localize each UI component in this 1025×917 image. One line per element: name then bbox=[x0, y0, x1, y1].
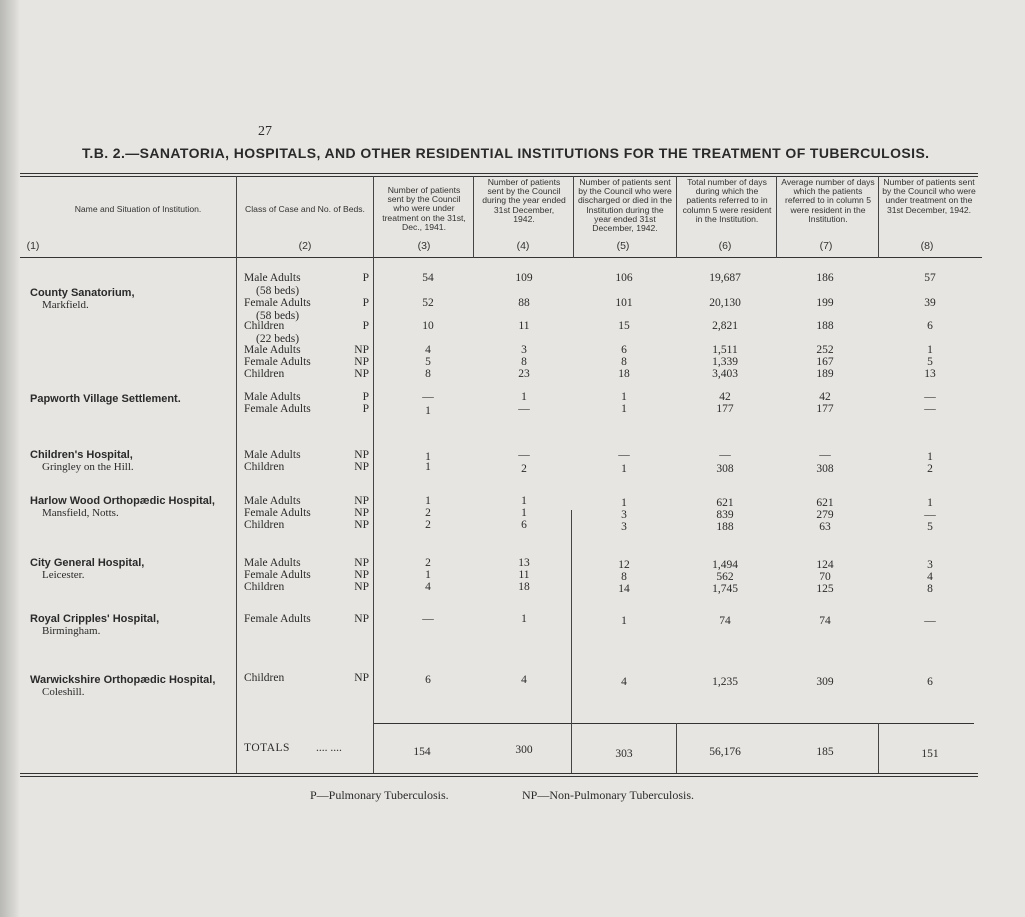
col-header-5: Number of patients sent by the Council who were discharged or died in the Institution during the year ended 31st December, 1942. bbox=[577, 177, 673, 234]
cell-c7: 70 bbox=[819, 571, 831, 583]
table-title: T.B. 2.—SANATORIA, HOSPITALS, AND OTHER RESIDENTIAL INSTITUTIONS FOR THE TREATMENT OF TUBERCULOSIS. bbox=[82, 145, 930, 161]
cell-c8: 5 bbox=[927, 521, 933, 533]
row-class: Male Adults bbox=[244, 344, 301, 356]
cell-c6: 1,235 bbox=[712, 676, 738, 688]
row-type: P bbox=[362, 272, 369, 284]
top-rule bbox=[20, 173, 978, 174]
cell-c7: 186 bbox=[816, 272, 834, 284]
row-class: Children bbox=[244, 672, 285, 684]
cell-c5: 4 bbox=[621, 676, 627, 688]
cell-c3: 4 bbox=[425, 581, 431, 593]
row-class: Children bbox=[244, 368, 285, 380]
institution-warwickshire bbox=[30, 674, 215, 698]
cell-c5: 1 bbox=[621, 403, 627, 415]
cell-c8: 6 bbox=[927, 676, 933, 688]
row-class: Male Adults bbox=[244, 495, 301, 507]
cell-c6: 19,687 bbox=[709, 272, 741, 284]
col-divider-7b bbox=[878, 723, 879, 773]
row-type: NP bbox=[354, 495, 369, 507]
col-number-7: (7) bbox=[819, 240, 833, 252]
cell-c7: 279 bbox=[816, 509, 834, 521]
cell-c7: 167 bbox=[816, 356, 834, 368]
totals-rule bbox=[374, 723, 974, 724]
institution-papworth bbox=[30, 393, 181, 405]
cell-c5: 3 bbox=[621, 509, 627, 521]
cell-c6: 188 bbox=[716, 521, 734, 533]
cell-c5: 12 bbox=[618, 559, 630, 571]
cell-c8: — bbox=[924, 403, 936, 415]
row-type: NP bbox=[354, 613, 369, 625]
footnote-non-pulmonary: NP—Non-Pulmonary Tuberculosis. bbox=[522, 788, 695, 802]
cell-c4: 1 bbox=[521, 507, 527, 519]
cell-c3: 2 bbox=[425, 507, 431, 519]
cell-c7: 188 bbox=[816, 320, 834, 332]
col-number-2: (2) bbox=[298, 240, 312, 252]
row-type: NP bbox=[354, 507, 369, 519]
institution-location: Markfield. bbox=[42, 299, 89, 311]
cell-c3: 52 bbox=[422, 297, 434, 309]
row-class: Female Adults bbox=[244, 613, 311, 625]
col-header-7: Average number of days which the patients referred to in column 5 were resident in the Institution. bbox=[781, 177, 875, 224]
row-class: Female Adults bbox=[244, 403, 311, 415]
cell-c5: 1 bbox=[621, 391, 627, 403]
cell-c6: 308 bbox=[716, 463, 734, 475]
institution-location: Gringley on the Hill. bbox=[42, 461, 134, 473]
institution-name: City General Hospital, bbox=[30, 557, 145, 569]
institution-name: Royal Cripples' Hospital, bbox=[30, 613, 160, 625]
cell-c4: 13 bbox=[518, 557, 530, 569]
cell-c8: 13 bbox=[924, 368, 936, 380]
cell-c6: 1,494 bbox=[712, 559, 738, 571]
cell-c6: 1,745 bbox=[712, 583, 738, 595]
cell-c8: 5 bbox=[927, 356, 933, 368]
cell-c3: 6 bbox=[425, 674, 431, 686]
cell-c4: 6 bbox=[521, 519, 527, 531]
row-class: Female Adults bbox=[244, 507, 311, 519]
cell-c4: 1 bbox=[521, 495, 527, 507]
row-beds: (58 beds) bbox=[256, 310, 300, 322]
row-type: P bbox=[362, 391, 369, 403]
cell-c8: 3 bbox=[927, 559, 933, 571]
total-c4: 300 bbox=[515, 744, 533, 756]
col-header-2: Class of Case and No. of Beds. bbox=[245, 204, 365, 214]
footnote-pulmonary: P—Pulmonary Tuberculosis. bbox=[310, 788, 449, 802]
cell-c8: 4 bbox=[927, 571, 933, 583]
cell-c3: 2 bbox=[425, 557, 431, 569]
cell-c3: 8 bbox=[425, 368, 431, 380]
cell-c8: 1 bbox=[927, 451, 933, 463]
cell-c4: — bbox=[518, 449, 530, 461]
cell-c3: 1 bbox=[425, 405, 431, 417]
col-divider-1 bbox=[236, 176, 237, 773]
bottom-rule-2 bbox=[20, 776, 978, 777]
cell-c4: 4 bbox=[521, 674, 527, 686]
cell-c3: 1 bbox=[425, 451, 431, 463]
row-class: Female Adults bbox=[244, 297, 311, 309]
cell-c4: — bbox=[518, 403, 530, 415]
col-divider-4b bbox=[571, 510, 572, 773]
cell-c3: — bbox=[422, 613, 434, 625]
row-type: P bbox=[362, 297, 369, 309]
col-divider-4 bbox=[573, 176, 574, 258]
cell-c3: 1 bbox=[425, 569, 431, 581]
col-header-1: Name and Situation of Institution. bbox=[74, 204, 202, 214]
institution-childrens-hospital bbox=[30, 449, 134, 473]
cell-c5: 18 bbox=[618, 368, 630, 380]
cell-c8: — bbox=[924, 615, 936, 627]
cell-c5: 8 bbox=[621, 571, 627, 583]
col-number-8: (8) bbox=[920, 240, 934, 252]
cell-c7: 74 bbox=[819, 615, 831, 627]
institution-location: Leicester. bbox=[42, 569, 85, 581]
cell-c4: 1 bbox=[521, 613, 527, 625]
row-type: NP bbox=[354, 344, 369, 356]
row-type: NP bbox=[354, 581, 369, 593]
cell-c6: — bbox=[719, 449, 731, 461]
institution-name: County Sanatorium, bbox=[30, 287, 135, 299]
total-c7: 185 bbox=[816, 746, 834, 758]
row-type: NP bbox=[354, 449, 369, 461]
cell-c3: 1 bbox=[425, 495, 431, 507]
totals-label: TOTALS bbox=[244, 742, 290, 754]
cell-c6: 74 bbox=[719, 615, 731, 627]
cell-c3: 5 bbox=[425, 356, 431, 368]
institution-name: Papworth Village Settlement. bbox=[30, 393, 181, 405]
totals-dots: .... .... bbox=[316, 742, 342, 754]
row-class: Male Adults bbox=[244, 272, 301, 284]
col-header-4: Number of patients sent by the Council during the year ended 31st December, 1942. bbox=[482, 177, 566, 224]
cell-c6: 2,821 bbox=[712, 320, 738, 332]
cell-c3: 1 bbox=[425, 461, 431, 473]
row-class: Children bbox=[244, 519, 285, 531]
cell-c3: — bbox=[422, 391, 434, 403]
cell-c5: 106 bbox=[615, 272, 633, 284]
col-header-6: Total number of days during which the patients referred to in column 5 were resident in the Institution. bbox=[682, 177, 772, 224]
col-divider-7 bbox=[878, 176, 879, 258]
cell-c3: 54 bbox=[422, 272, 434, 284]
page-number: 27 bbox=[258, 124, 272, 139]
institution-location: Mansfield, Notts. bbox=[42, 507, 119, 519]
institution-harlow-wood bbox=[30, 495, 215, 519]
cell-c7: 63 bbox=[819, 521, 831, 533]
cell-c8: 1 bbox=[927, 497, 933, 509]
page-spine-shadow bbox=[0, 0, 20, 917]
row-type: NP bbox=[354, 356, 369, 368]
cell-c7: — bbox=[819, 449, 831, 461]
institution-county-sanatorium bbox=[30, 287, 135, 311]
row-type: NP bbox=[354, 557, 369, 569]
total-c3: 154 bbox=[413, 746, 431, 758]
col-number-1: (1) bbox=[26, 240, 40, 252]
institution-city-general bbox=[30, 557, 144, 581]
cell-c4: 1 bbox=[521, 391, 527, 403]
cell-c6: 1,511 bbox=[712, 344, 738, 356]
row-type: NP bbox=[354, 461, 369, 473]
col-divider-5 bbox=[676, 176, 677, 258]
cell-c6: 20,130 bbox=[709, 297, 741, 309]
cell-c5: 15 bbox=[618, 320, 630, 332]
institution-location: Birmingham. bbox=[42, 625, 101, 637]
cell-c4: 11 bbox=[518, 320, 530, 332]
col-header-8: Number of patients sent by the Council who were under treatment on the 31st December, 1942. bbox=[882, 177, 976, 215]
col-divider-2 bbox=[373, 176, 374, 773]
col-number-5: (5) bbox=[616, 240, 630, 252]
row-class: Children bbox=[244, 320, 285, 332]
cell-c7: 42 bbox=[819, 391, 831, 403]
cell-c5: 1 bbox=[621, 615, 627, 627]
col-divider-6 bbox=[776, 176, 777, 258]
col-number-6: (6) bbox=[718, 240, 732, 252]
cell-c4: 109 bbox=[515, 272, 533, 284]
cell-c7: 308 bbox=[816, 463, 834, 475]
cell-c3: 10 bbox=[422, 320, 434, 332]
cell-c8: 1 bbox=[927, 344, 933, 356]
cell-c5: 101 bbox=[615, 297, 633, 309]
cell-c6: 177 bbox=[716, 403, 734, 415]
cell-c8: 57 bbox=[924, 272, 936, 284]
cell-c5: 8 bbox=[621, 356, 627, 368]
cell-c4: 2 bbox=[521, 463, 527, 475]
cell-c6: 562 bbox=[716, 571, 734, 583]
cell-c8: — bbox=[924, 509, 936, 521]
cell-c7: 189 bbox=[816, 368, 834, 380]
cell-c7: 177 bbox=[816, 403, 834, 415]
institution-name: Harlow Wood Orthopædic Hospital, bbox=[30, 495, 215, 507]
col-divider-3 bbox=[473, 176, 474, 258]
row-class: Children bbox=[244, 581, 285, 593]
cell-c7: 199 bbox=[816, 297, 834, 309]
cell-c4: 3 bbox=[521, 344, 527, 356]
row-class: Male Adults bbox=[244, 449, 301, 461]
cell-c3: 2 bbox=[425, 519, 431, 531]
cell-c7: 125 bbox=[816, 583, 834, 595]
col-divider-5b bbox=[676, 723, 677, 773]
cell-c4: 23 bbox=[518, 368, 530, 380]
row-class: Male Adults bbox=[244, 391, 301, 403]
row-type: NP bbox=[354, 368, 369, 380]
row-beds: (58 beds) bbox=[256, 285, 300, 297]
total-c5: 303 bbox=[615, 748, 633, 760]
row-type: P bbox=[362, 403, 369, 415]
row-beds: (22 beds) bbox=[256, 333, 300, 345]
cell-c6: 3,403 bbox=[712, 368, 738, 380]
row-class: Female Adults bbox=[244, 356, 311, 368]
institution-royal-cripples bbox=[30, 613, 159, 637]
row-class: Female Adults bbox=[244, 569, 311, 581]
cell-c7: 309 bbox=[816, 676, 834, 688]
cell-c7: 621 bbox=[816, 497, 834, 509]
institution-name: Children's Hospital, bbox=[30, 449, 133, 461]
row-type: NP bbox=[354, 672, 369, 684]
row-class: Male Adults bbox=[244, 557, 301, 569]
total-c6: 56,176 bbox=[709, 746, 741, 758]
cell-c5: 1 bbox=[621, 463, 627, 475]
cell-c8: 39 bbox=[924, 297, 936, 309]
cell-c6: 839 bbox=[716, 509, 734, 521]
bottom-rule bbox=[20, 773, 978, 774]
cell-c5: 6 bbox=[621, 344, 627, 356]
cell-c6: 621 bbox=[716, 497, 734, 509]
cell-c7: 124 bbox=[816, 559, 834, 571]
cell-c5: — bbox=[618, 449, 630, 461]
cell-c7: 252 bbox=[816, 344, 834, 356]
cell-c8: — bbox=[924, 391, 936, 403]
header-rule bbox=[20, 257, 982, 258]
cell-c8: 2 bbox=[927, 463, 933, 475]
cell-c8: 8 bbox=[927, 583, 933, 595]
row-type: NP bbox=[354, 519, 369, 531]
cell-c4: 11 bbox=[518, 569, 530, 581]
institution-location: Coleshill. bbox=[42, 686, 85, 698]
row-class: Children bbox=[244, 461, 285, 473]
col-header-3: Number of patients sent by the Council who were under treatment on the 31st, Dec., 1941. bbox=[382, 185, 466, 232]
total-c8: 151 bbox=[921, 748, 939, 760]
cell-c5: 1 bbox=[621, 497, 627, 509]
cell-c3: 4 bbox=[425, 344, 431, 356]
row-type: P bbox=[362, 320, 369, 332]
institution-name: Warwickshire Orthopædic Hospital, bbox=[30, 674, 216, 686]
cell-c4: 88 bbox=[518, 297, 530, 309]
cell-c8: 6 bbox=[927, 320, 933, 332]
row-type: NP bbox=[354, 569, 369, 581]
col-number-4: (4) bbox=[516, 240, 530, 252]
cell-c5: 3 bbox=[621, 521, 627, 533]
cell-c5: 14 bbox=[618, 583, 630, 595]
cell-c6: 1,339 bbox=[712, 356, 738, 368]
col-number-3: (3) bbox=[417, 240, 431, 252]
cell-c4: 18 bbox=[518, 581, 530, 593]
cell-c6: 42 bbox=[719, 391, 731, 403]
cell-c4: 8 bbox=[521, 356, 527, 368]
